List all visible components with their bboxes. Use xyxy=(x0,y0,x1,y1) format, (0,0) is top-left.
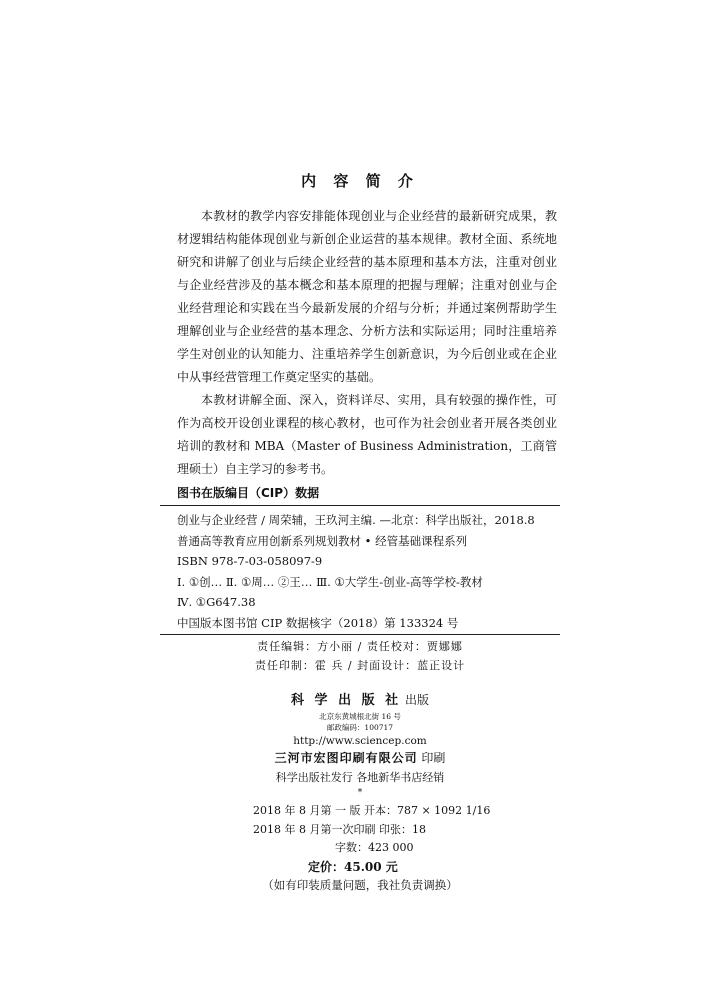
content-summary xyxy=(177,205,557,481)
cip-line: 普通高等教育应用创新系列规划教材 • 经管基础课程系列 xyxy=(177,533,468,548)
cip-block xyxy=(177,510,567,633)
cip-line: Ⅰ. ①创… Ⅱ. ①周… ②王… Ⅲ. ①大学生-创业-高等学校-教材 xyxy=(177,574,483,589)
printer-line xyxy=(0,749,720,768)
cip-line: Ⅳ. ①G647.38 xyxy=(177,595,256,609)
cip-bottom-rule xyxy=(160,634,560,635)
credits xyxy=(0,637,720,675)
summary-paragraph-1: 本教材的教学内容安排能体现创业与企业经营的最新研究成果，教材逻辑结构能体现创业与新创企业运营的基本规律。教材全面、系统地研究和讲解了创业与后续企业经营的基本原理和基本方法，注重对创业与企业经营涉及的基本概念和基本原理的把握与理解；注重对创业与企业经营理论和实践在当今最新发展的介绍与分析；并通过案例帮助学生理解创业与企业经营的基本理念、分析方法和实际运用；同时注重培养学生对创业的认知能力、注重培养学生创新意识，为今后创业或在企业中从事经营管理工作奠定坚实的基础。 xyxy=(177,209,557,384)
publisher-url: http://www.sciencep.com xyxy=(293,735,427,747)
publisher-block xyxy=(0,690,720,799)
publisher-address: 北京东黄城根北街 16 号 xyxy=(319,712,401,721)
quality-notice: （如有印装质量问题，我社负责调换） xyxy=(262,878,458,892)
cip-line: ISBN 978-7-03-058097-9 xyxy=(177,554,323,568)
edition-details xyxy=(253,802,513,876)
production-credits: 责任印制：霍 兵 / 封面设计：蓝正设计 xyxy=(254,659,466,672)
edition-line: 2018 年 8 月第 一 版 开本：787 × 1092 1/16 xyxy=(253,804,491,817)
cip-line: 中国版本图书馆 CIP 数据核字（2018）第 133324 号 xyxy=(177,615,459,630)
printing-line: 2018 年 8 月第一次印刷 印张：18 xyxy=(253,822,426,836)
editor-credits: 责任编辑：方小丽 / 责任校对：贾娜娜 xyxy=(257,640,463,653)
cip-top-rule xyxy=(160,505,560,506)
summary-paragraph-2: 本教材讲解全面、深入，资料详尽、实用，具有较强的操作性，可作为高校开设创业课程的核心教材，也可作为社会创业者开展各类创业培训的教材和 MBA（Master of Business Administration，工商管理硕士）自主学习的参考书。 xyxy=(177,393,557,476)
price: 定价：45.00 元 xyxy=(308,859,398,874)
printer-suffix: 印刷 xyxy=(417,751,446,765)
publisher-name: 科 学 出 版 社 xyxy=(291,693,402,708)
content-summary-title: 内 容 简 介 xyxy=(301,172,419,190)
separator-star: * xyxy=(357,788,363,798)
cip-line: 创业与企业经营 / 周荣辅，王玖河主编. —北京：科学出版社，2018.8 xyxy=(177,513,535,527)
printer-name: 三河市宏图印刷有限公司 xyxy=(274,751,418,765)
publisher-postcode: 邮政编码：100717 xyxy=(326,723,394,732)
word-count: 字数：423 000 xyxy=(335,841,414,854)
publisher-suffix: 出版 xyxy=(401,693,429,707)
cip-heading: 图书在版编目（CIP）数据 xyxy=(177,486,320,500)
publisher-line xyxy=(0,690,720,711)
distribution-line: 科学出版社发行 各地新华书店经销 xyxy=(275,771,445,784)
